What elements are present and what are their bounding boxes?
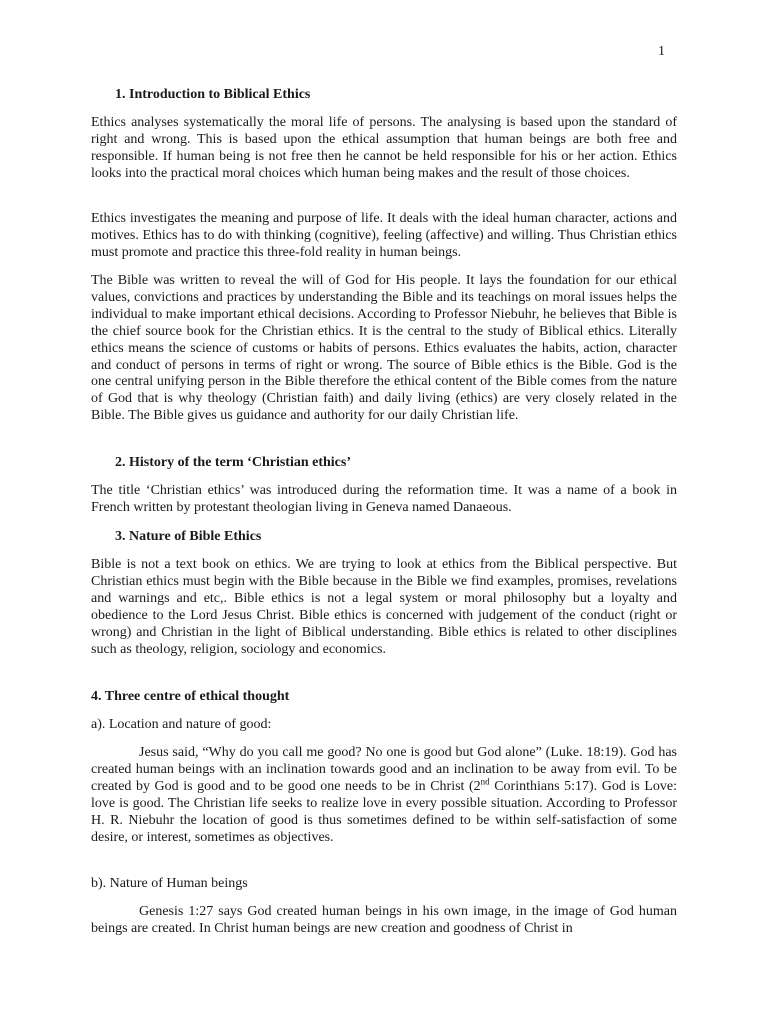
subsection-a-label: a). Location and nature of good:: [91, 717, 272, 732]
section-2-paragraph-1: The title ‘Christian ethics’ was introduced during the reformation time. It was a name of a book in French written by protestant theologian living in Geneva named Danaeous.: [91, 483, 677, 515]
section-3-paragraph-1: Bible is not a text book on ethics. We are trying to look at ethics from the Biblical perspective. But Christian ethics must begin with the Bible because in the Bible we find examples, promises, revelations and warnings and etc,. Bible ethics is not a legal system or moral philosophy but a loyalty and obedience to the Lord Jesus Christ. Bible ethics is concerned with judgement of the conduct (right or wrong) and Christian in the light of Biblical understanding. Bible ethics is related to other disciplines such as theology, religion, sociology and economics.: [91, 557, 677, 657]
ordinal-superscript: nd: [480, 776, 490, 787]
subsection-a-text-part-2: Corinthians 5:17). God is Love: love is good. The Christian life seeks to realize love in every possible situation. According to Professor H. R. Niebuhr the location of good is thus sometimes defined to be within self-satisfaction of some desire, or interest, sometimes as objectives.: [91, 778, 677, 845]
section-1-heading: 1. Introduction to Biblical Ethics: [115, 87, 311, 102]
page-number: 1: [658, 44, 665, 59]
section-3-heading: 3. Nature of Bible Ethics: [115, 529, 262, 544]
section-1-paragraph-2: Ethics investigates the meaning and purpose of life. It deals with the ideal human character, actions and motives. Ethics has to do with thinking (cognitive), feeling (affective) and willing. Thus Christian ethics must promote and practice this three-fold reality in human beings.: [91, 211, 677, 260]
section-1-paragraph-3: The Bible was written to reveal the will of God for His people. It lays the foundation for our ethical values, convictions and practices by understanding the Bible and its teachings on moral issues helps the individual to make important ethical decisions. According to Professor Niebuhr, he believes that Bible is the chief source book for the Christian ethics. It is the central to the study of Biblical ethics. Literally ethics means the science of customs or habits of persons. Ethics evaluates the habits, action, character and conduct of persons in terms of right or wrong. The source of Bible ethics is the Bible. God is the one central unifying person in the Bible therefore the ethical content of the Bible comes from the nature of God that is why theology (Christian faith) and daily living (ethics) are very closely related in the Bible. The Bible gives us guidance and authority for our daily Christian life.: [91, 273, 677, 424]
subsection-b-label: b). Nature of Human beings: [91, 876, 248, 891]
subsection-b-text: Genesis 1:27 says God created human beings in his own image, in the image of God human beings are created. In Christ human beings are new creation and goodness of Christ in: [91, 904, 677, 936]
section-4-heading: 4. Three centre of ethical thought: [91, 689, 290, 704]
subsection-a-text: [91, 745, 677, 846]
section-1-paragraph-1: Ethics analyses systematically the moral life of persons. The analysing is based upon the standard of right and wrong. This is based upon the ethical assumption that human beings are both free and responsible. If human being is not free then he cannot be held responsible for his or her action. Ethics looks into the practical moral choices which human being makes and the result of those choices.: [91, 115, 677, 181]
subsection-a-text-part-1: Jesus said, “Why do you call me good? No one is good but God alone” (Luke. 18:19). God has created human beings with an inclination towards good and an inclination to be away from evil. To be created by God is good and to be good one needs to be in Christ (2: [91, 745, 677, 794]
section-2-heading: 2. History of the term ‘Christian ethics’: [115, 455, 352, 470]
